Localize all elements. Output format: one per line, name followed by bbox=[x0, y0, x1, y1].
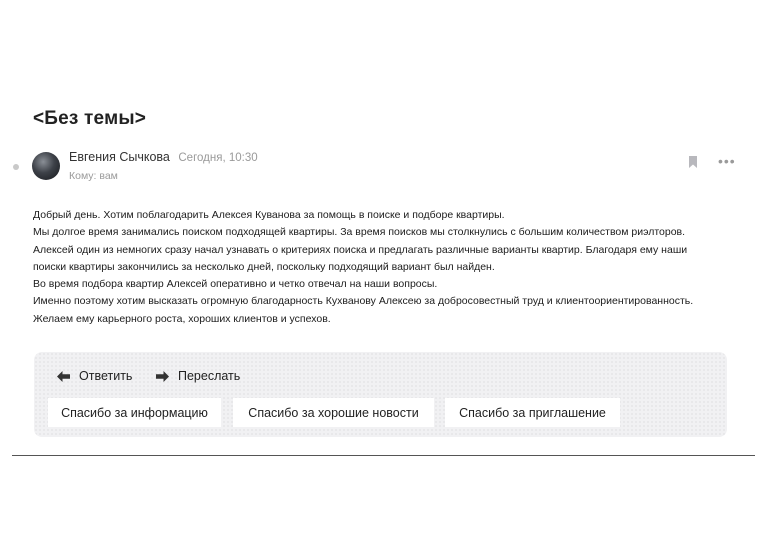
forward-arrow-icon bbox=[156, 371, 169, 382]
quick-reply-good-news[interactable]: Спасибо за хорошие новости bbox=[233, 398, 434, 427]
reply-label: Ответить bbox=[79, 369, 133, 383]
more-icon[interactable]: ••• bbox=[718, 153, 736, 169]
email-body bbox=[33, 207, 753, 328]
quick-reply-info[interactable]: Спасибо за информацию bbox=[48, 398, 221, 427]
avatar[interactable] bbox=[32, 152, 60, 180]
body-line: Именно поэтому хотим высказать огромную благодарность Кухванову Алексею за добросовестный труд и клиентоориентированность. bbox=[33, 295, 694, 308]
body-line: Желаем ему карьерного роста, хороших клиентов и успехов. bbox=[33, 312, 331, 325]
forward-button[interactable] bbox=[156, 369, 240, 383]
recipient-line: Кому: вам bbox=[69, 170, 118, 182]
unread-indicator[interactable] bbox=[13, 164, 19, 170]
reply-button[interactable] bbox=[57, 369, 132, 383]
bottom-divider bbox=[12, 455, 755, 456]
body-line: Алексей один из немногих сразу начал узнавать о критериях поиска и предлагать различные варианты квартир. Благодаря ему наши bbox=[33, 243, 688, 256]
sent-time: Сегодня, 10:30 bbox=[178, 152, 258, 164]
sender-name[interactable]: Евгения Сычкова bbox=[69, 150, 170, 164]
body-line: Во время подбора квартир Алексей оперативно и четко отвечал на наши вопросы. bbox=[33, 278, 438, 291]
email-subject: <Без темы> bbox=[33, 108, 147, 129]
sender-line bbox=[69, 150, 258, 164]
body-line: Мы долгое время занимались поиском подходящей квартиры. За время поисков мы столкнулись с большим количеством риэлторов. bbox=[33, 226, 686, 239]
reply-arrow-icon bbox=[57, 371, 70, 382]
body-line: поиски квартиры закончились за несколько дней, поскольку подходящий вариант был найден. bbox=[33, 260, 495, 273]
quick-reply-invitation[interactable]: Спасибо за приглашение bbox=[445, 398, 620, 427]
bookmark-icon[interactable] bbox=[688, 156, 698, 168]
forward-label: Переслать bbox=[178, 369, 241, 383]
body-line: Добрый день. Хотим поблагодарить Алексея Куванова за помощь в поиске и подборе квартиры. bbox=[33, 209, 505, 221]
